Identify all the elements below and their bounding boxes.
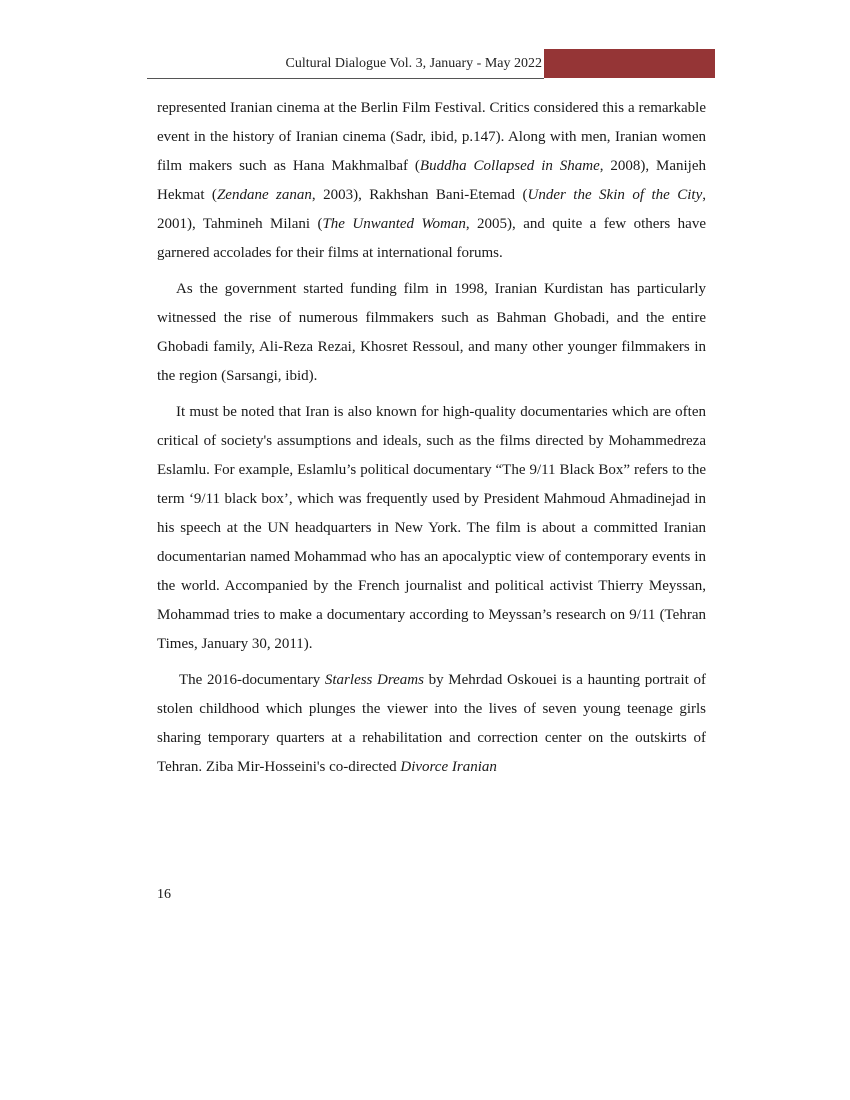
paragraph-1 xyxy=(157,94,706,268)
header-accent-bar xyxy=(544,49,715,78)
paragraph-1-text-d: , 2001), Tahmineh Milani ( xyxy=(157,187,706,232)
paragraph-3: It must be noted that Iran is also known for high-quality documentaries which are often critical of society's assumptions and ideals, such as the films directed by Mohammedreza Eslamlu. For example, Eslamlu’s political documentary “The 9/11 Black Box” refers to the term ‘9/11 black box’, which was frequently used by President Mahmoud Ahmadinejad in his speech at the UN headquarters in New York. The film is about a committed Iranian documentarian named Mohammad who has an apocalyptic view of contemporary events in the world. Accompanied by the French journalist and political activist Thierry Meyssan, Mohammad tries to make a documentary according to Meyssan’s research on 9/11 (Tehran Times, January 30, 2011). xyxy=(157,404,706,652)
film-title-starless-dreams: Starless Dreams xyxy=(324,672,424,688)
running-header xyxy=(147,49,715,79)
film-title-unwanted-woman: The Unwanted Woman xyxy=(322,216,466,232)
header-rule xyxy=(147,78,544,79)
paragraph-1-text-e: , 2005), and quite a few others have garnered accolades for their films at international forums. xyxy=(157,216,706,261)
film-title-buddha-collapsed: Buddha Collapsed in Shame xyxy=(419,158,600,174)
film-title-divorce-iranian: Divorce Iranian xyxy=(400,759,497,775)
paragraph-4-text-a: The 2016-documentary xyxy=(179,672,325,688)
page-number: 16 xyxy=(157,887,171,902)
journal-running-title: Cultural Dialogue Vol. 3, January - May 2022 xyxy=(285,56,542,71)
film-title-zendane-zanan: Zendane zanan xyxy=(216,187,312,203)
paragraph-4-text-b: by Mehrdad Oskouei is a haunting portrait of stolen childhood which plunges the viewer into the lives of seven young teenage girls sharing temporary quarters at a rehabilitation and correction center on the outskirts of Tehran. Ziba Mir-Hosseini's co-directed xyxy=(157,672,706,775)
paragraph-4 xyxy=(157,666,706,782)
paragraph-1-text-c: , 2003), Rakhshan Bani-Etemad ( xyxy=(311,187,528,203)
paragraph-1-text-b: , 2008), Manijeh Hekmat ( xyxy=(157,158,707,203)
paragraph-1-text-a: represented Iranian cinema at the Berlin Film Festival. Critics considered this a remarkable event in the history of Iranian cinema (Sadr, ibid, p.147). Along with men, Iranian women film makers such as Hana Makhmalbaf ( xyxy=(157,100,706,174)
film-title-under-the-skin: Under the Skin of the City xyxy=(527,187,703,203)
body-text xyxy=(157,94,706,789)
paragraph-2: As the government started funding film in 1998, Iranian Kurdistan has particularly witnessed the rise of numerous filmmakers such as Bahman Ghobadi, and the entire Ghobadi family, Ali-Reza Rezai, Khosret Ressoul, and many other younger filmmakers in the region (Sarsangi, ibid). xyxy=(157,281,706,384)
